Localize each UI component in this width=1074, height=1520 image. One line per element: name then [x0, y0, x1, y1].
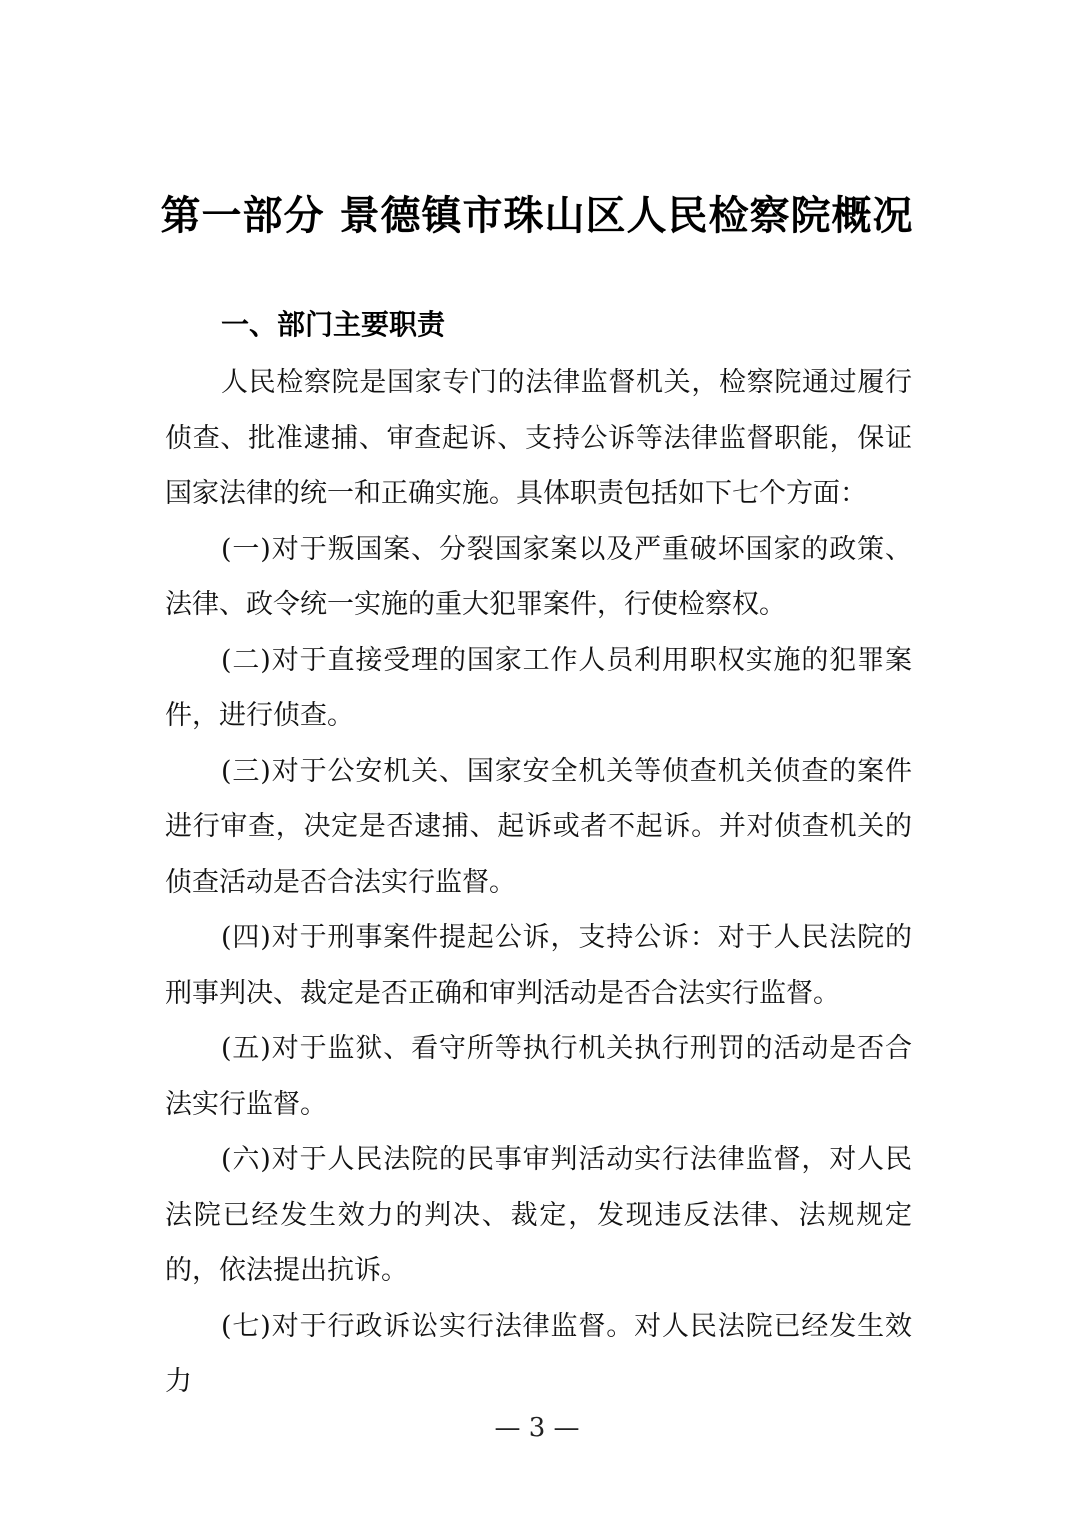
page-title: 第一部分 景德镇市珠山区人民检察院概况: [160, 193, 914, 239]
section-heading: 一、部门主要职责: [221, 308, 446, 341]
paragraph-item-2: (二)对于直接受理的国家工作人员利用职权实施的犯罪案件，进行侦查。: [165, 644, 912, 731]
paragraph-item-7: (七)对于行政诉讼实行法律监督。对人民法院已经发生效力: [165, 1310, 912, 1397]
paragraph-item-1: (一)对于叛国案、分裂国家案以及严重破坏国家的政策、法律、政令统一实施的重大犯罪案件，行使检察权。: [165, 533, 912, 620]
paragraph-item-5: (五)对于监狱、看守所等执行机关执行刑罚的活动是否合法实行监督。: [165, 1033, 912, 1120]
body-text: [165, 355, 912, 1410]
paragraph-intro: 人民检察院是国家专门的法律监督机关，检察院通过履行侦查、批准逮捕、审查起诉、支持公诉等法律监督职能，保证国家法律的统一和正确实施。具体职责包括如下七个方面：: [165, 367, 912, 509]
paragraph-item-4: (四)对于刑事案件提起公诉，支持公诉：对于人民法院的刑事判决、裁定是否正确和审判活动是否合法实行监督。: [165, 922, 912, 1009]
paragraph-item-6: (六)对于人民法院的民事审判活动实行法律监督，对人民法院已经发生效力的判决、裁定，发现违反法律、法规规定的，依法提出抗诉。: [165, 1144, 912, 1286]
paragraph-item-3: (三)对于公安机关、国家安全机关等侦查机关侦查的案件进行审查，决定是否逮捕、起诉或者不起诉。并对侦查机关的侦查活动是否合法实行监督。: [165, 755, 912, 898]
page-number: — 3 —: [494, 1413, 580, 1443]
